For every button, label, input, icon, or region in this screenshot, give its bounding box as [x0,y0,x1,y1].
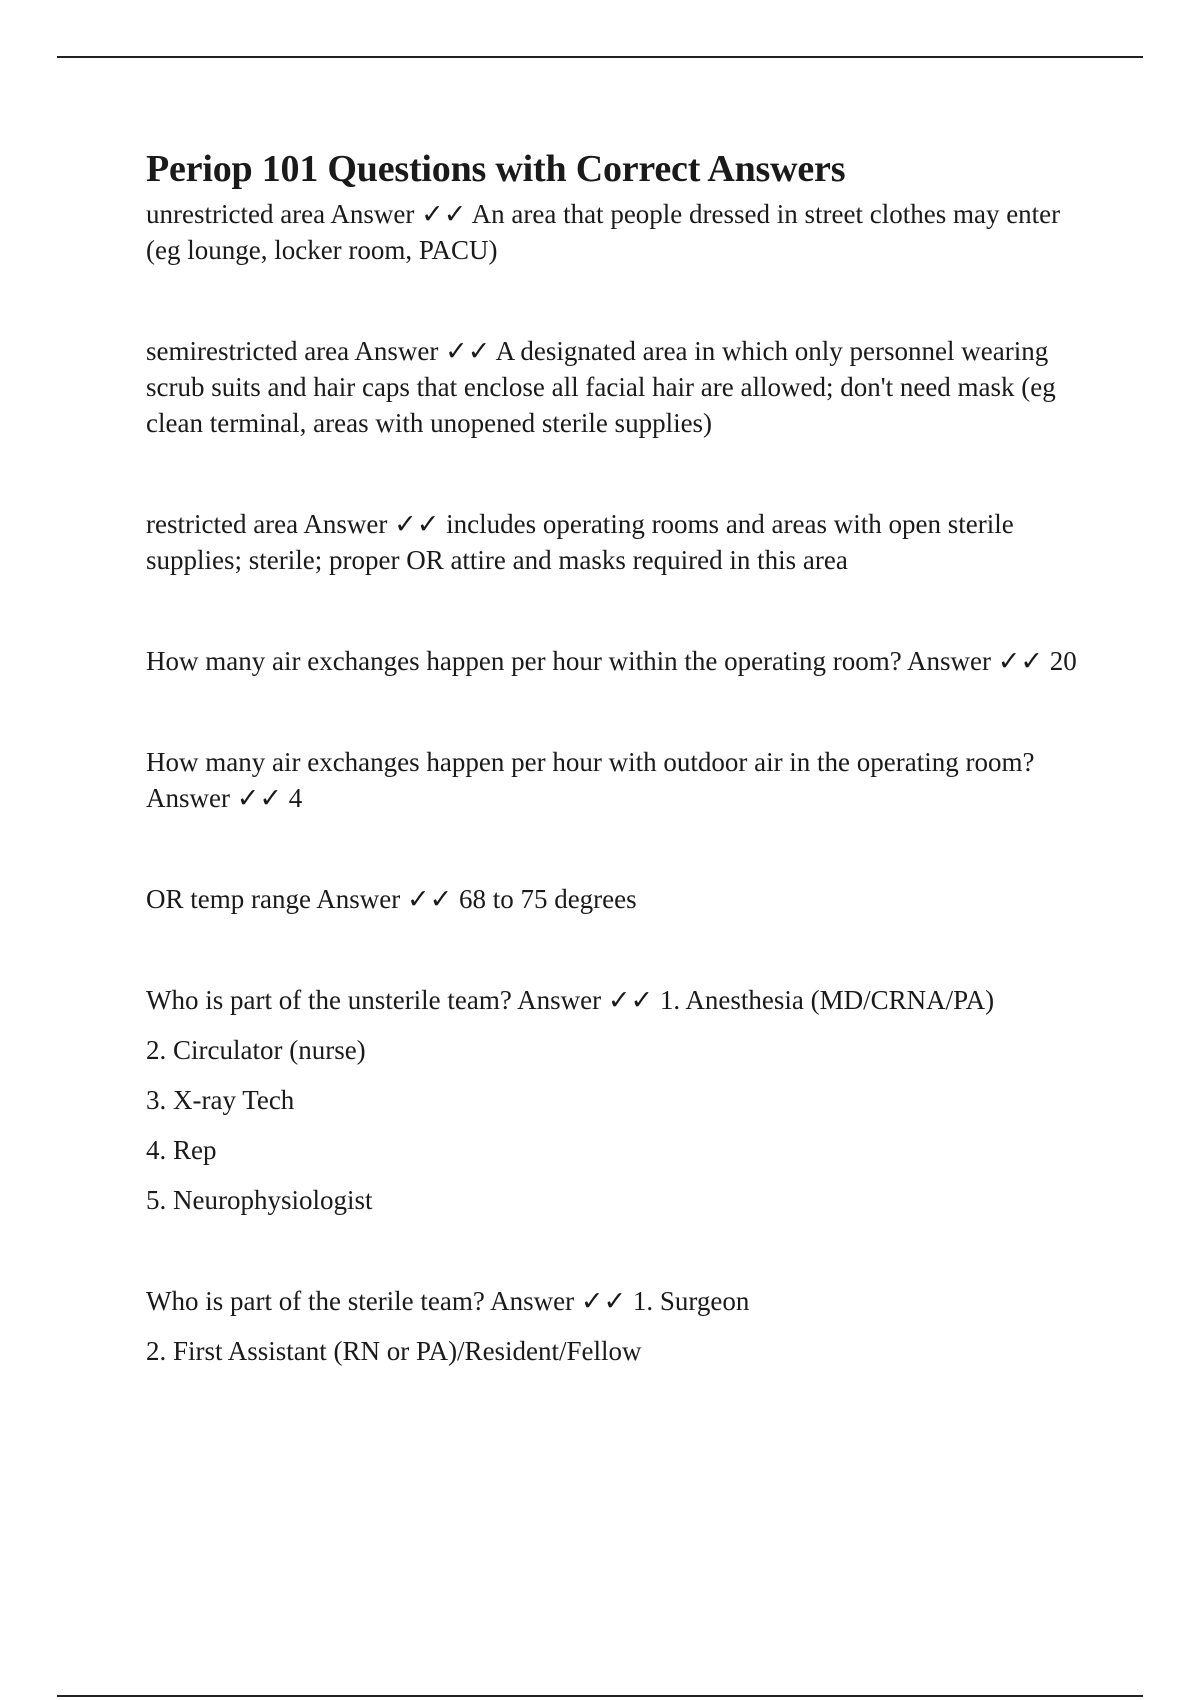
qa-entry [146,881,1096,917]
qa-list-item: 5. Neurophysiologist [146,1185,373,1215]
qa-entry [146,333,1096,441]
qa-list-item: 2. First Assistant (RN or PA)/Resident/Fellow [146,1336,642,1366]
qa-entry [146,744,1096,816]
footer-rule [57,1695,1143,1697]
qa-text: restricted area Answer ✓✓ includes operating rooms and areas with open sterile supplies; sterile; proper OR attire and masks required in this area [146,509,1014,575]
qa-entry [146,982,1096,1218]
qa-entry [146,196,1096,268]
document-page [146,142,1096,1369]
qa-text: OR temp range Answer ✓✓ 68 to 75 degrees [146,884,637,914]
qa-list-item: 4. Rep [146,1135,217,1165]
qa-entry [146,643,1096,679]
qa-text: unrestricted area Answer ✓✓ An area that people dressed in street clothes may enter (eg lounge, locker room, PACU) [146,199,1061,265]
qa-text: Who is part of the unsterile team? Answer ✓✓ 1. Anesthesia (MD/CRNA/PA) [146,985,995,1015]
qa-list [146,196,1096,1369]
qa-text: How many air exchanges happen per hour within the operating room? Answer ✓✓ 20 [146,646,1077,676]
qa-entry [146,1283,1096,1369]
header-rule [57,56,1143,58]
qa-list-item: 3. X-ray Tech [146,1085,295,1115]
qa-list-item: 2. Circulator (nurse) [146,1035,366,1065]
qa-text: semirestricted area Answer ✓✓ A designated area in which only personnel wearing scrub suits and hair caps that enclose all facial hair are allowed; don't need mask (eg clean terminal, areas with unopened sterile supplies) [146,336,1056,438]
qa-text: How many air exchanges happen per hour with outdoor air in the operating room? Answer ✓✓ 4 [146,747,1035,813]
document-title: Periop 101 Questions with Correct Answers [146,148,846,190]
qa-entry [146,506,1096,578]
qa-text: Who is part of the sterile team? Answer ✓✓ 1. Surgeon [146,1286,750,1316]
